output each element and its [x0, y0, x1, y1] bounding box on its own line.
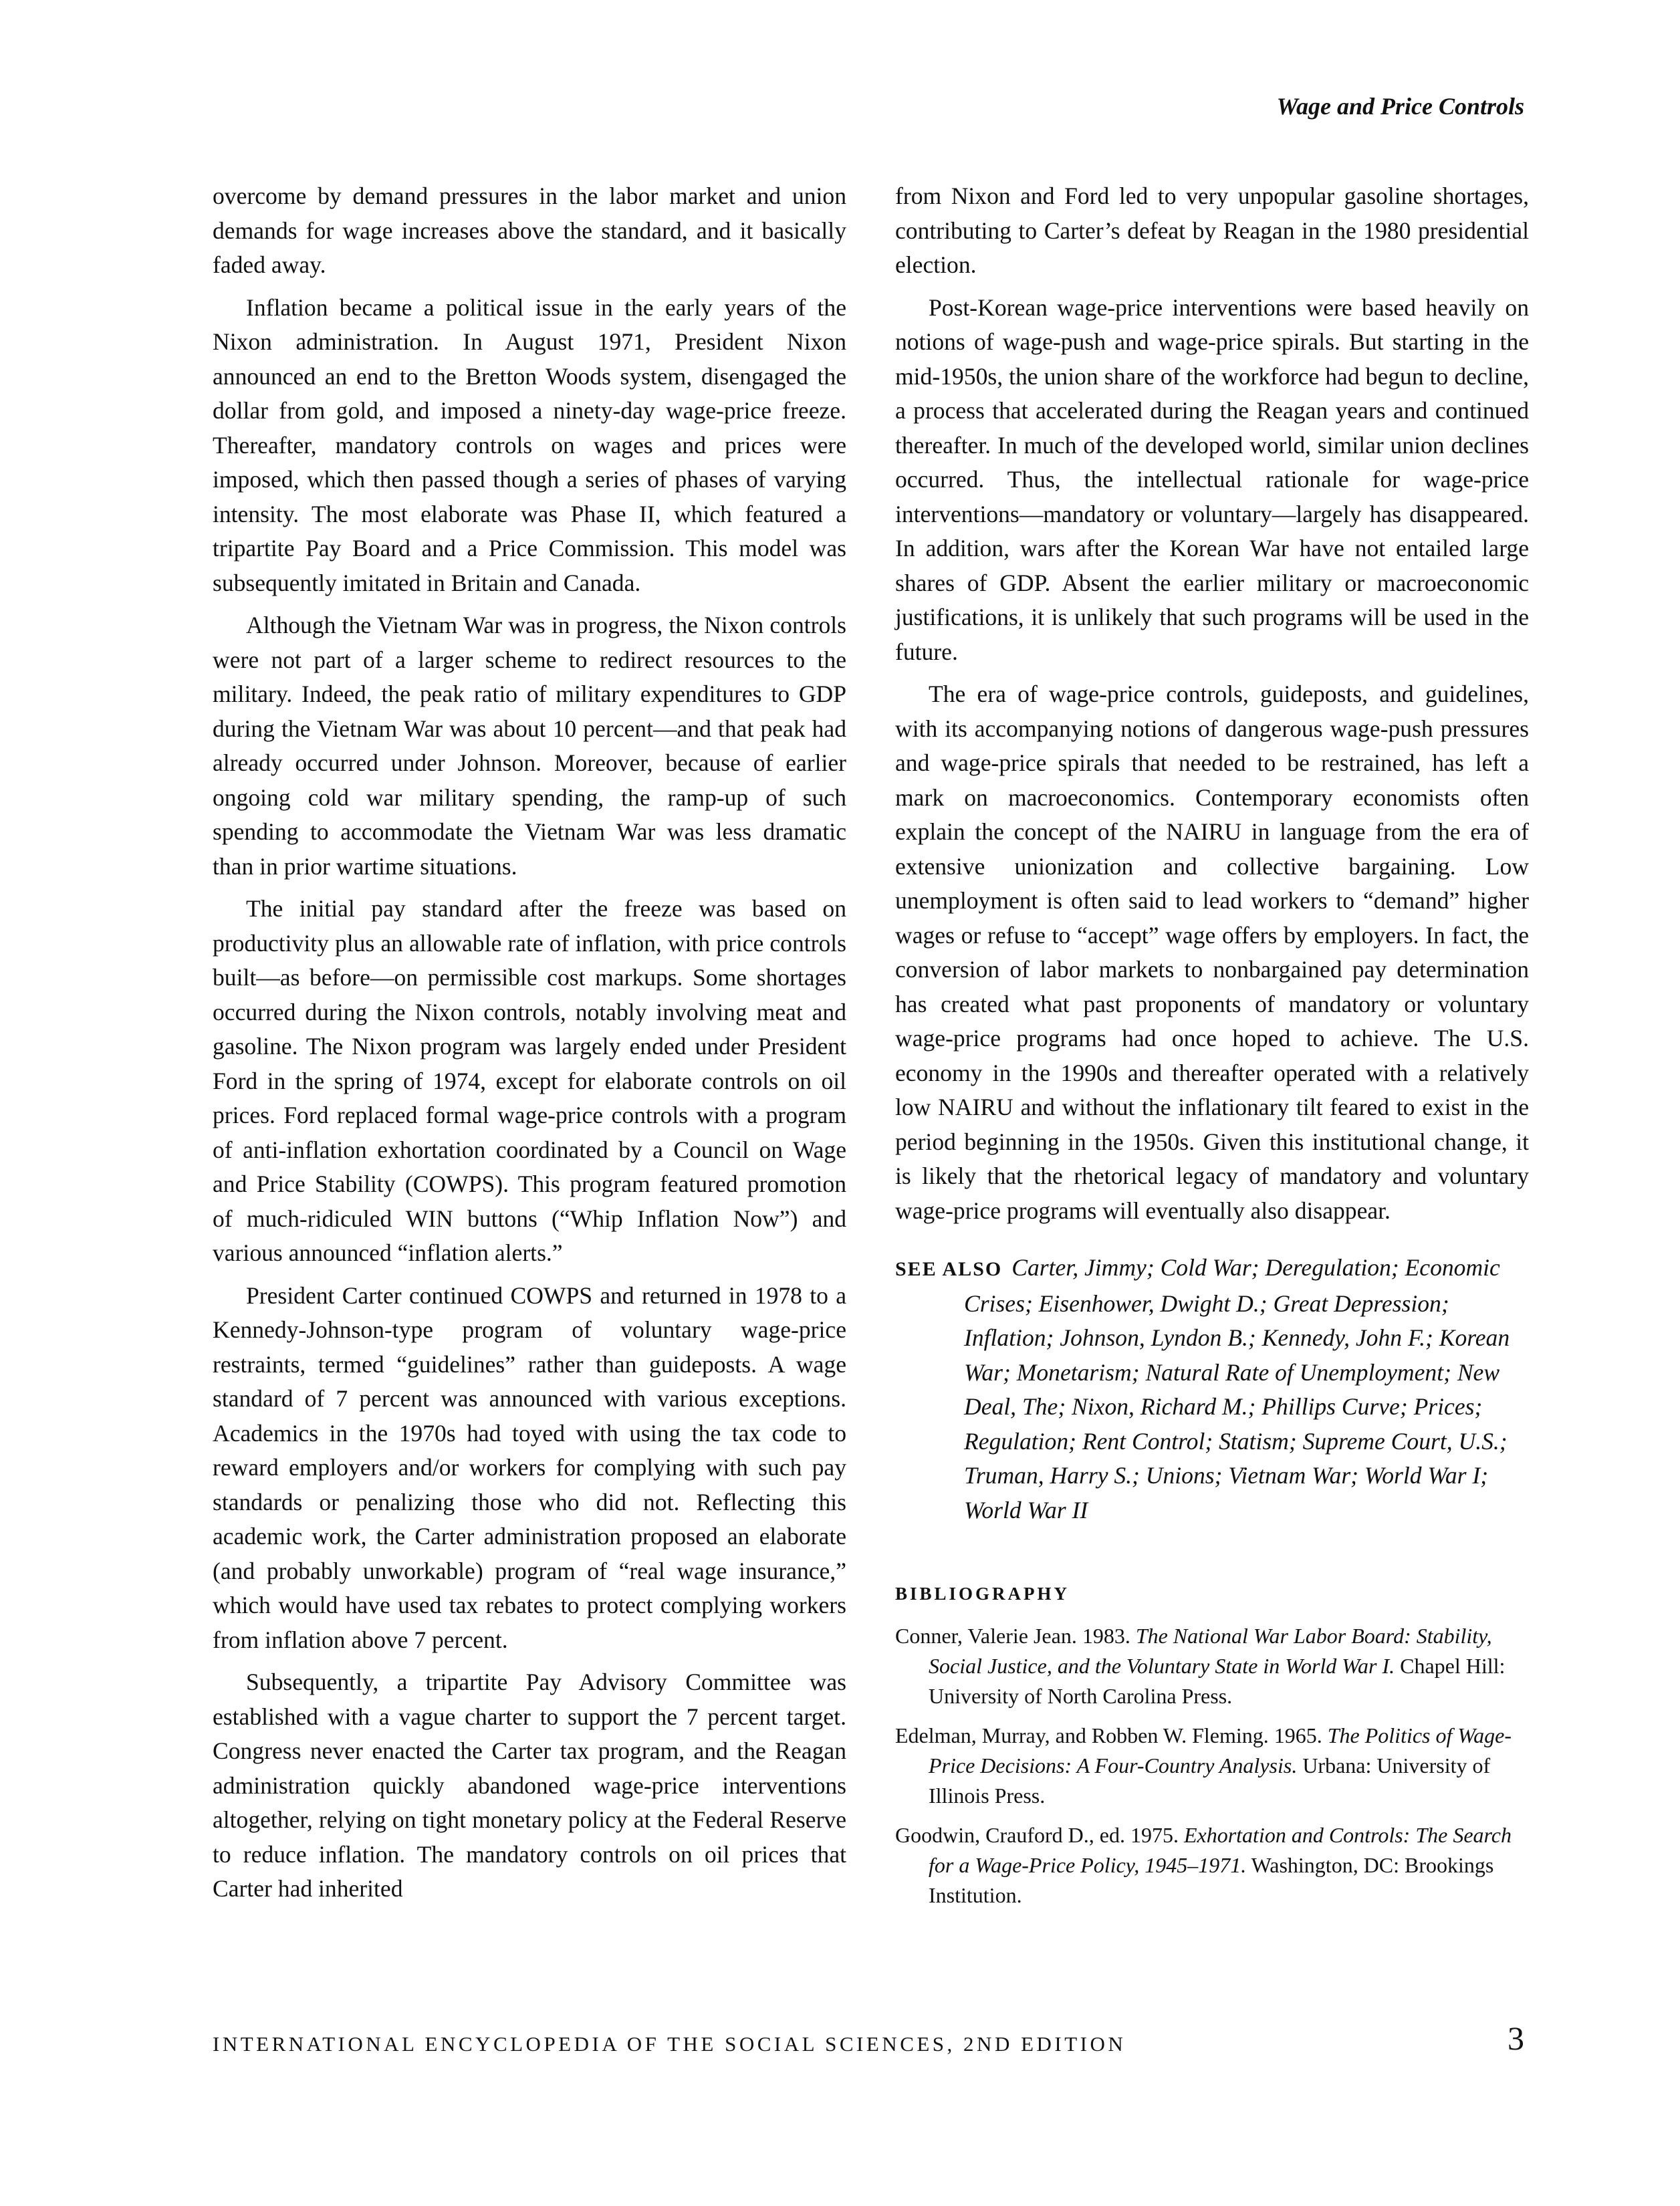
bibliography-author: Edelman, Murray, and Robben W. Fleming. 1965. [895, 1723, 1328, 1747]
paragraph: from Nixon and Ford led to very unpopular gasoline shortages, contributing to Carter’s defeat by Reagan in the 1980 presidential election. [895, 182, 1529, 278]
left-column [213, 179, 846, 1907]
bibliography-publisher: Urbana: University of Illinois Press. [929, 1753, 1491, 1808]
right-column [895, 179, 1529, 1911]
paragraph: Although the Vietnam War was in progress, the Nixon controls were not part of a larger scheme to redirect resources to the military. Indeed, the peak ratio of military expenditures to GDP during the Vietnam War was about 10 percent—and that peak had already occurred under Johnson. Moreover, because of earlier ongoing cold war military spending, the ramp-up of such spending to accommodate the Vietnam War was less dramatic than in prior wartime situations. [213, 612, 846, 880]
bibliography-heading: BIBLIOGRAPHY [895, 1584, 1070, 1604]
paragraph: overcome by demand pressures in the labor market and union demands for wage increases above the standard, and it basically faded away. [213, 182, 846, 278]
see-also-entries: Carter, Jimmy; Cold War; Deregulation; Economic Crises; Eisenhower, Dwight D.; Great Depression; Inflation; Johnson, Lyndon B.; Kennedy, John F.; Korean War; Monetarism; Natural Rate of Unemployment; New Deal, The; Nixon, Richard M.; Phillips Curve; Prices; Regulation; Rent Control; Statism; Supreme Court, U.S.; Truman, Harry S.; Unions; Vietnam War; World War I; World War II [964, 1254, 1510, 1523]
paragraph: Inflation became a political issue in the early years of the Nixon administration. In August 1971, President Nixon announced an end to the Bretton Woods system, disengaged the dollar from gold, and imposed a ninety-day wage-price freeze. Thereafter, mandatory controls on wages and prices were imposed, which then passed though a series of phases of varying intensity. The most elaborate was Phase II, which featured a tripartite Pay Board and a Price Commission. This model was subsequently imitated in Britain and Canada. [213, 293, 846, 596]
bibliography-author: Goodwin, Crauford D., ed. 1975. [895, 1822, 1184, 1847]
paragraph: Subsequently, a tripartite Pay Advisory Committee was established with a vague charter to support the 7 percent target. Congress never enacted the Carter tax program, and the Reagan administration quickly abandoned wage-price interventions altogether, relying on tight monetary policy at the Federal Reserve to reduce inflation. The mandatory controls on oil prices that Carter had inherited [213, 1669, 846, 1902]
paragraph: The era of wage-price controls, guideposts, and guidelines, with its accompanying notions of dangerous wage-push pressures and wage-price spirals that needed to be restrained, has left a mark on macroeconomics. Contemporary economists often explain the concept of the NAIRU in language from the era of extensive unionization and collective bargaining. Low unemployment is often said to lead workers to “demand” higher wages or refuse to “accept” wage offers by employers. In fact, the conversion of labor markets to nonbargained pay determination has created what past proponents of mandatory or voluntary wage-price programs had once hoped to achieve. The U.S. economy in the 1990s and thereafter operated with a relatively low NAIRU and without the inflationary tilt feared to exist in the period beginning in the 1950s. Given this institutional change, it is likely that the rhetorical legacy of mandatory and voluntary wage-price programs will eventually also disappear. [895, 681, 1529, 1224]
see-also-label: SEE ALSO [895, 1258, 1003, 1280]
page-number: 3 [1508, 2019, 1524, 2057]
bibliography-title: The Politics of Wage-Price Decisions: A Four-Country Analysis. [929, 1723, 1512, 1778]
bibliography-publisher: Washington, DC: Brookings Institution. [929, 1852, 1494, 1907]
bibliography-publisher: Chapel Hill: University of North Carolina Press. [929, 1653, 1506, 1708]
bibliography-entry [895, 1721, 1529, 1811]
running-head: Wage and Price Controls [1276, 93, 1524, 120]
footer-publication: INTERNATIONAL ENCYCLOPEDIA OF THE SOCIAL SCIENCES, 2ND EDITION [213, 2032, 1126, 2056]
paragraph: President Carter continued COWPS and returned in 1978 to a Kennedy-Johnson-type program of voluntary wage-price restraints, termed “guidelines” rather than guideposts. A wage standard of 7 percent was announced with various exceptions. Academics in the 1970s had toyed with using the tax code to reward employers and/or workers for complying with such pay standards or penalizing those who did not. Reflecting this academic work, the Carter administration proposed an elaborate (and probably unworkable) program of “real wage insurance,” which would have used tax rebates to protect complying workers from inflation above 7 percent. [213, 1281, 846, 1653]
bibliography-entry [895, 1820, 1529, 1911]
bibliography-entry [895, 1621, 1529, 1711]
paragraph: Post-Korean wage-price interventions were based heavily on notions of wage-push and wage-price spirals. But starting in the mid-1950s, the union share of the workforce had begun to decline, a process that accelerated during the Reagan years and continued thereafter. In much of the developed world, similar union declines occurred. Thus, the intellectual rationale for wage-price interventions—mandatory or voluntary—largely has disappeared. In addition, wars after the Korean War have not entailed large shares of GDP. Absent the earlier military or macroeconomic justifications, it is unlikely that such programs will be used in the future. [895, 293, 1529, 665]
bibliography-title: Exhortation and Controls: The Search for a Wage-Price Policy, 1945–1971. [929, 1822, 1512, 1877]
see-also [895, 1251, 1529, 1527]
bibliography-author: Conner, Valerie Jean. 1983. [895, 1623, 1136, 1648]
bibliography-title: The National War Labor Board: Stability, Social Justice, and the Voluntary State in World War I. [929, 1623, 1492, 1678]
paragraph: The initial pay standard after the freeze was based on productivity plus an allowable rate of inflation, with price controls built—as before—on permissible cost markups. Some shortages occurred during the Nixon controls, notably involving meat and gasoline. The Nixon program was largely ended under President Ford in the spring of 1974, except for elaborate controls on oil prices. Ford replaced formal wage-price controls with a program of anti-inflation exhortation coordinated by a Council on Wage and Price Stability (COWPS). This program featured promotion of much-ridiculed WIN buttons (“Whip Inflation Now”) and various announced “inflation alerts.” [213, 895, 846, 1266]
